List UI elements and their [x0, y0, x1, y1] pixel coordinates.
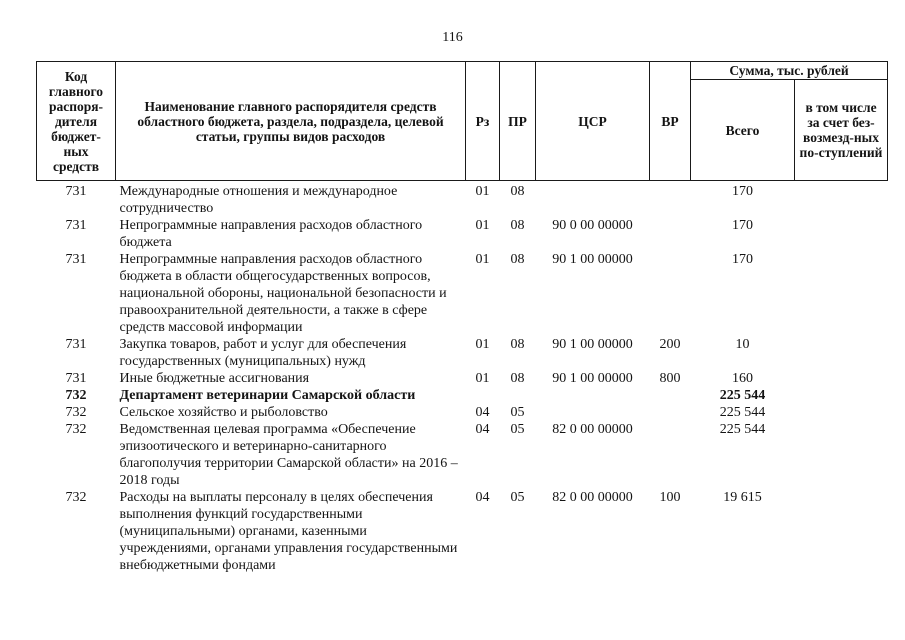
cell-rz: 04	[475, 422, 490, 437]
cell-csr: 82 0 00 00000	[552, 422, 633, 437]
page-number: 116	[442, 30, 463, 45]
table-row	[37, 387, 888, 404]
cell-total: 170	[732, 184, 753, 199]
header-rz: Рз	[466, 62, 500, 181]
header-pr: ПР	[500, 62, 536, 181]
cell-name: Закупка товаров, работ и услуг для обеспечения государственных (муниципальных) нужд	[119, 337, 407, 369]
cell-gratuitous	[795, 421, 888, 489]
header-sum-group: Сумма, тыс. рублей	[691, 62, 888, 80]
cell-vr	[650, 387, 691, 404]
table-row	[37, 217, 888, 251]
cell-name: Ведомственная целевая программа «Обеспечение эпизоотического и ветеринарно-санитарного благополучия территории Самарской области» на 2016 –2018 годы	[119, 422, 458, 488]
table-row	[37, 404, 888, 421]
cell-total: 160	[732, 371, 753, 386]
cell-gratuitous	[795, 404, 888, 421]
cell-pr: 08	[510, 337, 525, 352]
cell-pr: 05	[510, 422, 525, 437]
cell-code: 731	[65, 218, 87, 233]
cell-rz: 01	[475, 218, 490, 233]
cell-name: Международные отношения и международное сотрудничество	[119, 184, 398, 216]
cell-pr: 08	[510, 184, 525, 199]
header-code: Код главного распоря-дителя бюджет-ных средств	[37, 62, 116, 181]
cell-gratuitous	[795, 370, 888, 387]
cell-vr	[650, 251, 691, 336]
cell-vr	[650, 404, 691, 421]
cell-csr: 90 1 00 00000	[552, 252, 633, 267]
cell-name: Непрограммные направления расходов областного бюджета в области общегосударственных вопросов, национальной обороны, национальной безопасности и правоохранительной деятельности, а также в сфере средств массовой информации	[119, 252, 447, 335]
cell-code: 732	[65, 388, 87, 403]
cell-vr: 100	[659, 490, 681, 505]
cell-pr: 05	[510, 405, 525, 420]
cell-code: 732	[65, 490, 87, 505]
cell-code: 731	[65, 252, 87, 267]
cell-csr: 90 1 00 00000	[552, 371, 633, 386]
cell-pr	[500, 387, 536, 404]
cell-pr: 08	[510, 252, 525, 267]
cell-rz	[466, 387, 500, 404]
cell-gratuitous	[795, 251, 888, 336]
cell-gratuitous	[795, 387, 888, 404]
cell-pr: 08	[510, 218, 525, 233]
cell-pr: 08	[510, 371, 525, 386]
cell-name: Непрограммные направления расходов областного бюджета	[119, 218, 423, 250]
cell-code: 731	[65, 184, 87, 199]
cell-total: 225 544	[719, 405, 766, 420]
cell-total: 225 544	[719, 388, 766, 403]
cell-code: 731	[65, 337, 87, 352]
cell-pr: 05	[510, 490, 525, 505]
cell-vr: 800	[659, 371, 681, 386]
cell-rz: 01	[475, 371, 490, 386]
header-csr: ЦСР	[536, 62, 650, 181]
cell-rz: 04	[475, 405, 490, 420]
table-row	[37, 251, 888, 336]
cell-vr: 200	[659, 337, 681, 352]
cell-name: Сельское хозяйство и рыболовство	[119, 405, 328, 420]
cell-total: 19 615	[723, 490, 762, 505]
cell-name: Иные бюджетные ассигнования	[119, 371, 310, 386]
cell-code: 731	[65, 371, 87, 386]
cell-name: Расходы на выплаты персоналу в целях обеспечения выполнения функций государственными (муниципальными) органами, казенными учреждениями, органами управления государственными внебюджетными фондами	[119, 490, 458, 573]
cell-vr	[650, 181, 691, 218]
table-body	[37, 181, 888, 575]
cell-total: 170	[732, 252, 753, 267]
cell-gratuitous	[795, 489, 888, 574]
cell-total: 225 544	[719, 422, 766, 437]
cell-vr	[650, 421, 691, 489]
cell-csr	[536, 387, 650, 404]
cell-csr: 90 1 00 00000	[552, 337, 633, 352]
table-row	[37, 421, 888, 489]
cell-total: 170	[732, 218, 753, 233]
cell-rz: 04	[475, 490, 490, 505]
table-row	[37, 489, 888, 574]
cell-gratuitous	[795, 336, 888, 370]
header-total: Всего	[691, 80, 795, 181]
table-row	[37, 181, 888, 218]
cell-gratuitous	[795, 217, 888, 251]
cell-total: 10	[735, 337, 750, 352]
cell-rz: 01	[475, 337, 490, 352]
cell-csr: 82 0 00 00000	[552, 490, 633, 505]
cell-rz: 01	[475, 184, 490, 199]
cell-vr	[650, 217, 691, 251]
cell-code: 732	[65, 422, 87, 437]
cell-name: Департамент ветеринарии Самарской области	[119, 388, 416, 403]
cell-csr	[536, 404, 650, 421]
header-gratuitous: в том числе за счет без-возмезд-ных по-ступлений	[795, 80, 888, 181]
cell-code: 732	[65, 405, 87, 420]
cell-rz: 01	[475, 252, 490, 267]
table-row	[37, 336, 888, 370]
header-vr: ВР	[650, 62, 691, 181]
cell-gratuitous	[795, 181, 888, 218]
cell-csr	[536, 181, 650, 218]
budget-table	[36, 61, 888, 574]
cell-csr: 90 0 00 00000	[552, 218, 633, 233]
header-name: Наименование главного распорядителя средств областного бюджета, раздела, подраздела, целевой статьи, группы видов расходов	[116, 62, 466, 181]
table-row	[37, 370, 888, 387]
